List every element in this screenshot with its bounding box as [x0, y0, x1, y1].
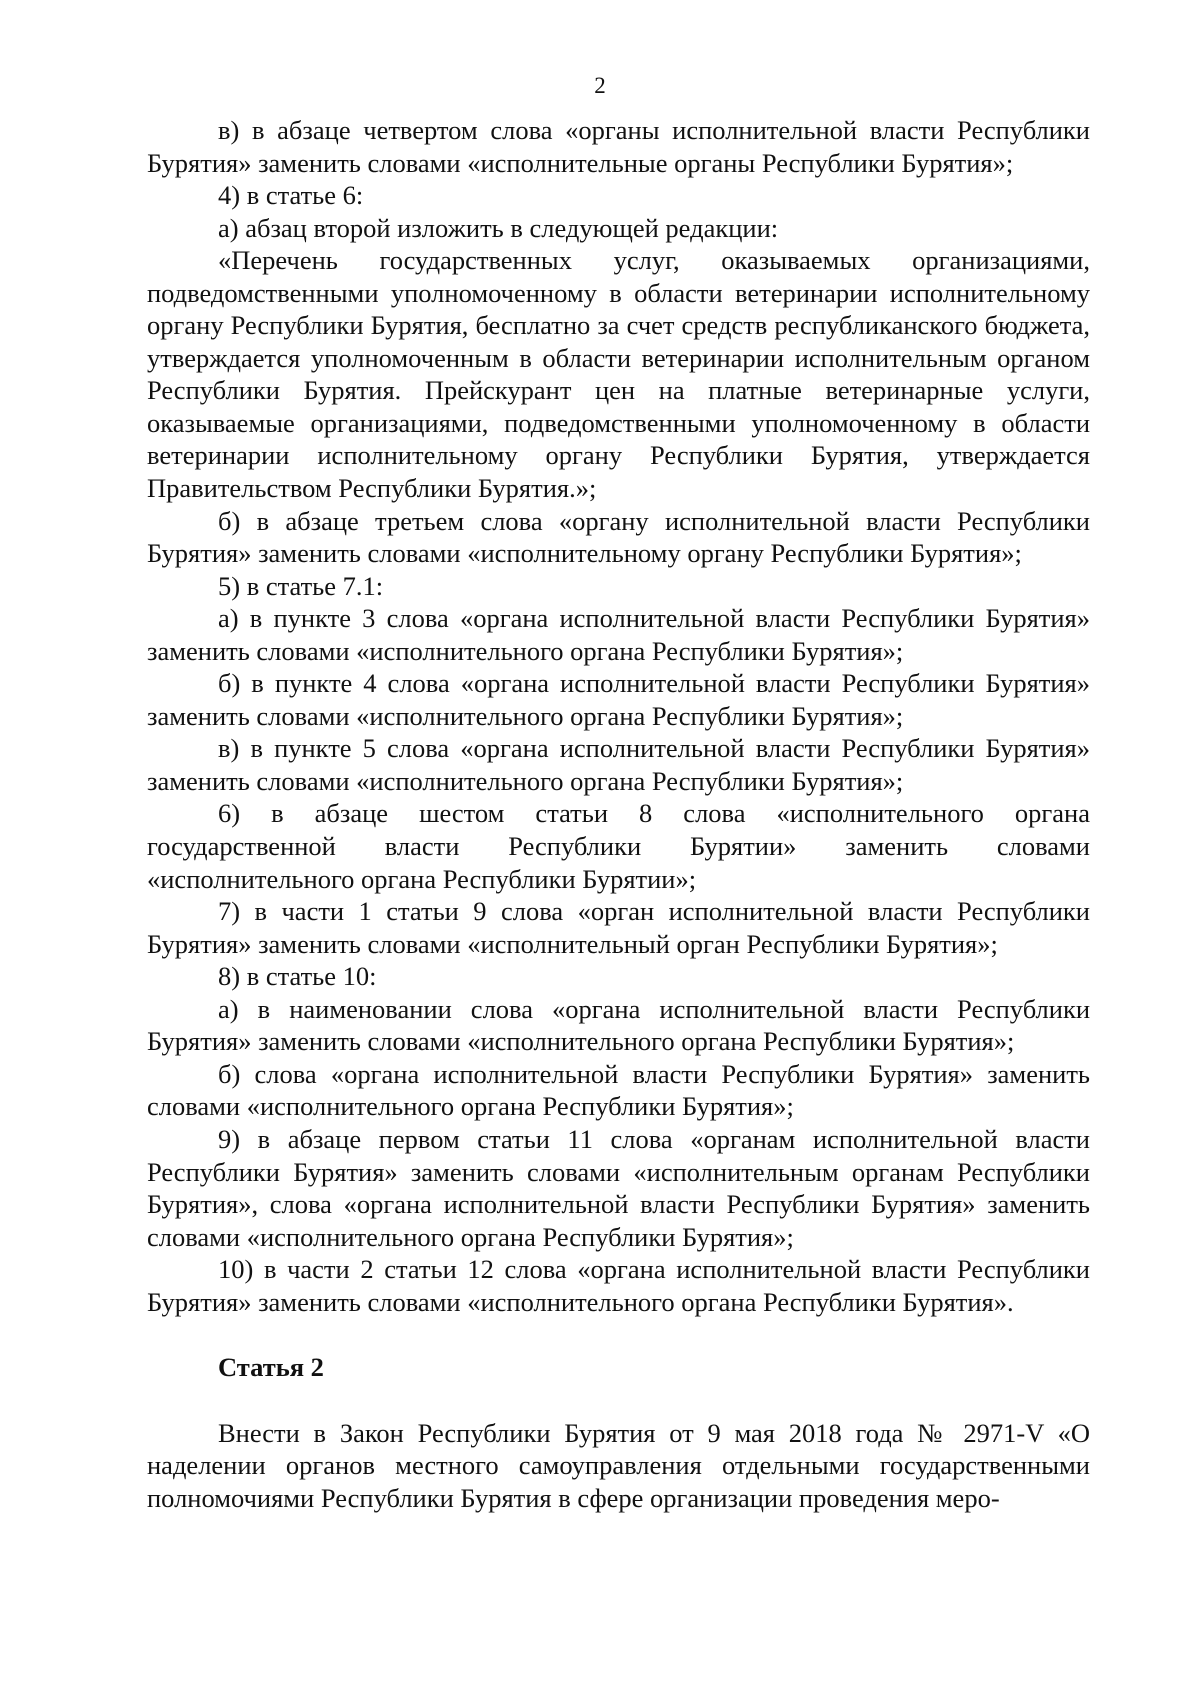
paragraph-item-4-statya-6: 4) в статье 6: — [218, 180, 364, 211]
paragraph-item-7-statya-9: 7) в части 1 статьи 9 слова «орган исполнительной власти Республики Бурятия» заменить словами «исполнительный орган Республики Бурятия»; — [147, 896, 1090, 959]
document-body — [147, 114, 1090, 1514]
paragraph-5v-punkt-5: в) в пункте 5 слова «органа исполнительной власти Республики Бурятия» заменить словами «исполнительного органа Республики Бурятия»; — [147, 733, 1090, 796]
paragraph-item-6-statya-8: 6) в абзаце шестом статьи 8 слова «исполнительного органа государственной власти Республики Бурятии» заменить словами «исполнительного органа Республики Бурятии»; — [147, 798, 1090, 894]
paragraph-quoted-new-text: «Перечень государственных услуг, оказываемых организациями, подведомственными уполномоченному в области ветеринарии исполнительному органу Республики Бурятия, бесплатно за счет средств республиканского бюджета, утверждается уполномоченным в области ветеринарии исполнительным органом Республики Бурятия. Прейскурант цен на платные ветеринарные услуги, оказываемые организациями, подведомственными уполномоченному в области ветеринарии исполнительному органу Республики Бурятия, утверждается Правительством Республики Бурятия.»; — [147, 245, 1090, 504]
paragraph-item-9-statya-11: 9) в абзаце первом статьи 11 слова «органам исполнительной власти Республики Бурятия» заменить словами «исполнительным органам Республики Бурятия», слова «органа исполнительной власти Республики Бурятия» заменить словами «исполнительного органа Республики Бурятия»; — [147, 1123, 1090, 1252]
paragraph-5a-punkt-3: а) в пункте 3 слова «органа исполнительной власти Республики Бурятия» заменить словами «исполнительного органа Республики Бурятия»; — [147, 603, 1090, 666]
page-number: 2 — [594, 73, 606, 98]
paragraph-article-2-intro: Внести в Закон Республики Бурятия от 9 мая 2018 года № 2971-V «О наделении органов местного самоуправления отдельными государственными полномочиями Республики Бурятия в сфере организации проведения меро- — [147, 1417, 1090, 1513]
article-heading: Статья 2 — [218, 1352, 324, 1383]
paragraph-item-8-statya-10: 8) в статье 10: — [218, 961, 377, 992]
paragraph-8b-slova: б) слова «органа исполнительной власти Республики Бурятия» заменить словами «исполнительного органа Республики Бурятия»; — [147, 1058, 1090, 1122]
paragraph-8a-naimenovanie: а) в наименовании слова «органа исполнительной власти Республики Бурятия» заменить словами «исполнительного органа Республики Бурятия»; — [147, 993, 1090, 1057]
paragraph-4a-abzats-vtoroi: а) абзац второй изложить в следующей редакции: — [218, 212, 779, 243]
paragraph-item-5-statya-7-1: 5) в статье 7.1: — [218, 570, 384, 601]
paragraph-4b-abzats-tretii: б) в абзаце третьем слова «органу исполнительной власти Республики Бурятия» заменить словами «исполнительному органу Республики Бурятия»; — [147, 505, 1090, 569]
paragraph-3v-abzats-chetvertyi: в) в абзаце четвертом слова «органы исполнительной власти Республики Бурятия» заменить словами «исполнительные органы Республики Бурятия»; — [147, 115, 1090, 178]
paragraph-item-10-statya-12: 10) в части 2 статьи 12 слова «органа исполнительной власти Республики Бурятия» заменить словами «исполнительного органа Республики Бурятия». — [147, 1254, 1090, 1317]
paragraph-5b-punkt-4: б) в пункте 4 слова «органа исполнительной власти Республики Бурятия» заменить словами «исполнительного органа Республики Бурятия»; — [147, 668, 1090, 731]
